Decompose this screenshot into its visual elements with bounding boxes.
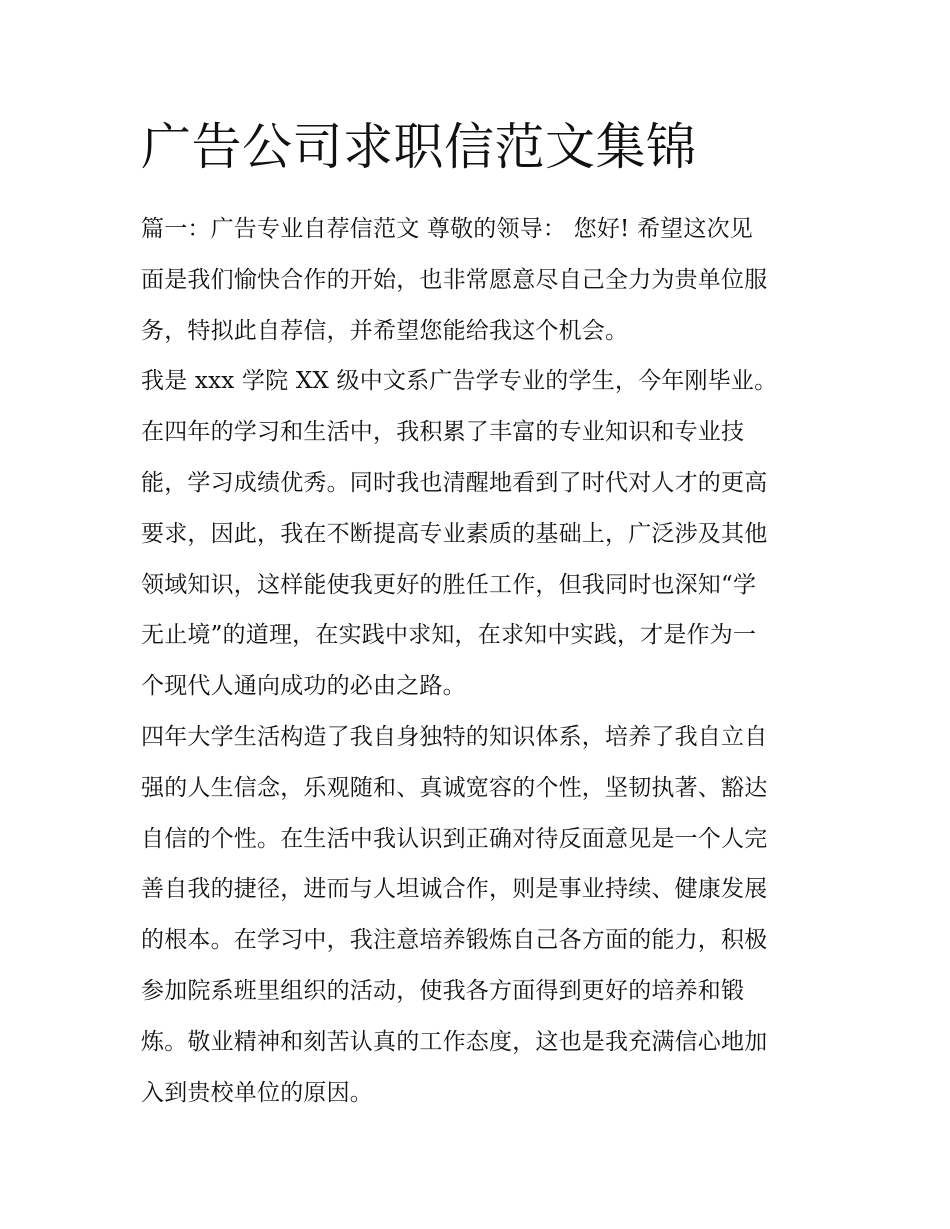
body-line: 面是我们愉快合作的开始，也非常愿意尽自己全力为贵单位服	[141, 266, 768, 293]
body-line: 个现代人通向成功的必由之路。	[141, 673, 466, 700]
body-line: 四年大学生活构造了我自身独特的知识体系，培养了我自立自	[141, 723, 768, 750]
body-line: 领域知识，这样能使我更好的胜任工作，但我同时也深知“学	[141, 571, 757, 598]
body-line: 在四年的学习和生活中，我积累了丰富的专业知识和专业技	[141, 419, 745, 446]
body-line: 篇一：广告专业自荐信范文 尊敬的领导： 您好! 希望这次见	[141, 216, 753, 242]
body-line: 无止境”的道理，在实践中求知，在求知中实践，才是作为一	[141, 622, 757, 649]
body-line: 能，学习成绩优秀。同时我也清醒地看到了时代对人才的更高	[141, 469, 768, 496]
body-line: 务，特拟此自荐信，并希望您能给我这个机会。	[141, 317, 629, 344]
body-line: 强的人生信念，乐观随和、真诚宽容的个性，坚韧执著、豁达	[141, 774, 768, 801]
body-line: 的根本。在学习中，我注意培养锻炼自己各方面的能力，积极	[141, 927, 768, 954]
body-line: 我是 xxx 学院 XX 级中文系广告学专业的学生，今年刚毕业。	[141, 368, 778, 395]
document-content	[141, 112, 821, 1118]
body-line: 要求，因此，我在不断提高专业素质的基础上，广泛涉及其他	[141, 520, 768, 547]
body-line: 自信的个性。在生活中我认识到正确对待反面意见是一个人完	[141, 825, 768, 852]
body-line: 入到贵校单位的原因。	[141, 1079, 373, 1106]
document-title: 广告公司求职信范文集锦	[141, 118, 697, 176]
body-line: 炼。敬业精神和刻苦认真的工作态度，这也是我充满信心地加	[141, 1028, 768, 1055]
body-line: 参加院系班里组织的活动，使我各方面得到更好的培养和锻	[141, 977, 745, 1004]
document-body	[141, 204, 821, 1118]
body-line: 善自我的捷径，进而与人坦诚合作，则是事业持续、健康发展	[141, 876, 768, 903]
